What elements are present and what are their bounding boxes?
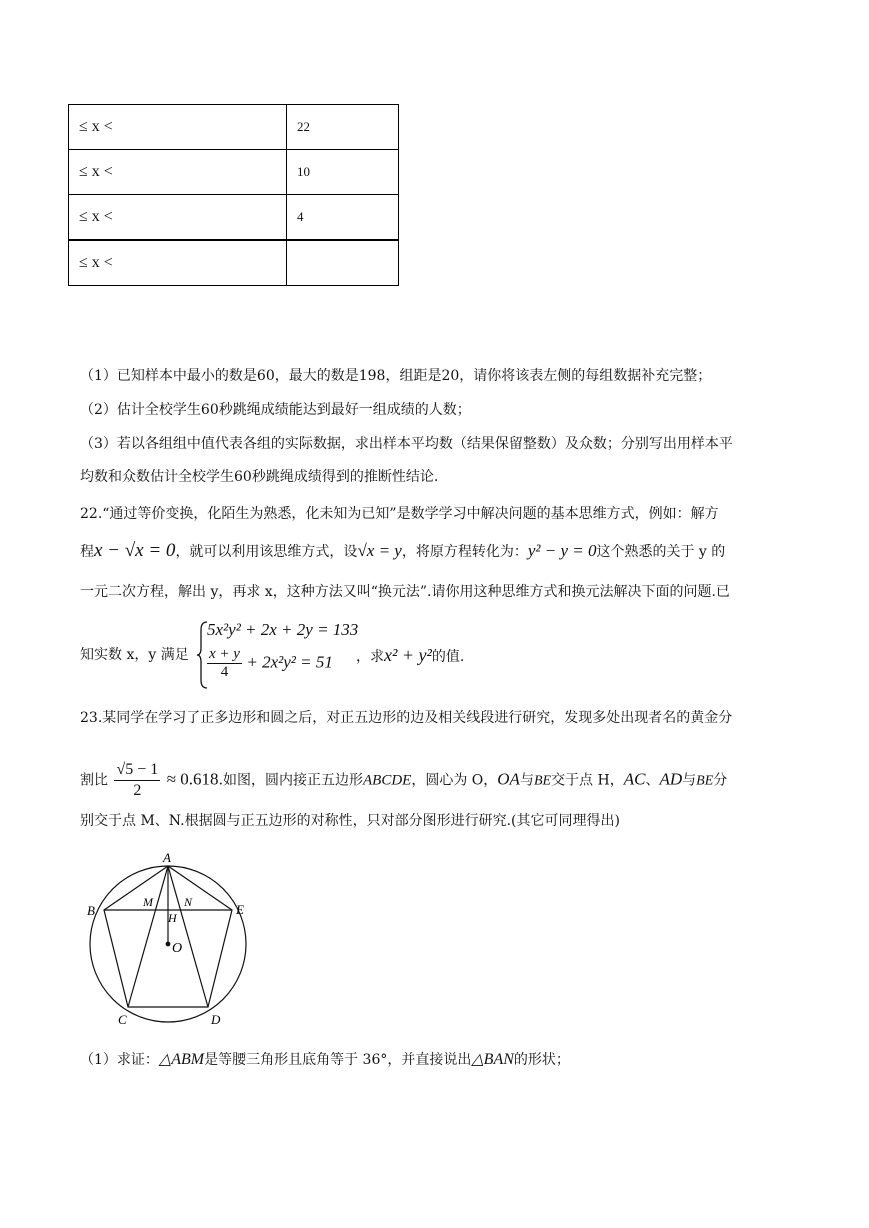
q23-text: 分 — [713, 772, 728, 789]
segment-ac: AC — [623, 769, 646, 789]
fraction-denominator: 2 — [133, 782, 142, 799]
q22-text: 程 — [80, 544, 94, 560]
label-e: E — [236, 902, 244, 917]
table-row — [69, 105, 399, 150]
segment-ad-line — [168, 866, 208, 1007]
triangle-ban: △BAN — [471, 1051, 514, 1068]
q23-part1 — [80, 1050, 570, 1070]
fraction-denominator: 4 — [220, 664, 229, 680]
q22-text: ，就可以利用该思维方式，设 — [175, 544, 358, 560]
segment-be: BE — [533, 773, 552, 789]
q22-line4-suffix — [356, 645, 464, 667]
q23-text: 的形状； — [513, 1052, 570, 1068]
q23-line3: 别交于点 M、N.根据圆与正五边形的对称性，只对部分图形进行研究.(其它可同理得出) — [80, 813, 620, 829]
substitution-sqrt-x-y: √x = y — [357, 541, 402, 560]
golden-ratio-fraction — [114, 760, 160, 801]
expression-x2-plus-y2: x² + y² — [384, 645, 432, 665]
label-d: D — [211, 1012, 221, 1027]
label-b: B — [87, 903, 95, 918]
q21-part1: （1）已知样本中最小的数是60，最大的数是198，组距是20，请你将该表左侧的每组数据补充完整； — [80, 368, 712, 384]
center-point — [166, 942, 171, 947]
q22-line1: 22.“通过等价变换，化陌生为熟悉，化未知为已知”是数学学习中解决问题的基本思维方式，例如：解方 — [80, 506, 719, 522]
table-row — [69, 150, 399, 195]
frequency-table — [68, 104, 399, 286]
pentagon-label: ABCDE — [363, 772, 412, 789]
q22-text: 的值. — [431, 649, 465, 665]
table-row — [69, 195, 399, 241]
fraction-numerator: x + y — [209, 646, 240, 662]
equation-x-minus-sqrt-x: x − √x = 0 — [94, 540, 176, 561]
q23-text: 交于点 H， — [551, 772, 624, 789]
segment-ad: AD — [659, 769, 683, 789]
q22-line2 — [80, 541, 725, 562]
count-cell: 22 — [287, 105, 399, 150]
table-row — [69, 240, 399, 286]
q22-line3: 一元二次方程，解出 y，再求 x，这种方法又叫“换元法”.请你用这种思维方式和换元法解决下面的问题.已 — [80, 584, 730, 600]
q23-text: .如图，圆内接正五边形 — [218, 772, 364, 789]
q23-line1: 23.某同学在学习了正多边形和圆之后，对正五边形的边及相关线段进行研究，发现多处出现者名的黄金分 — [80, 710, 733, 726]
q23-text: （1）求证： — [80, 1052, 159, 1068]
segment-be: BE — [696, 773, 714, 789]
system-equation-1: 5x²y² + 2x + 2y = 133 — [207, 620, 359, 639]
label-m: M — [143, 895, 153, 909]
q23-text: 与 — [519, 772, 534, 789]
q23-text: 、 — [645, 772, 660, 789]
q23-text: ，圆心为 O， — [411, 772, 498, 789]
equation-system — [197, 620, 377, 690]
pentagon-circle-figure — [80, 848, 260, 1028]
label-a: A — [163, 850, 171, 865]
triangle-abm: △ABM — [158, 1051, 205, 1068]
fraction — [207, 646, 242, 681]
q23-text: 与 — [682, 772, 697, 789]
label-o: O — [172, 941, 183, 956]
q21-part2: （2）估计全校学生60秒跳绳成绩能达到最好一组成绩的人数； — [80, 402, 471, 418]
q22-text: ，将原方程转化为： — [401, 544, 528, 560]
label-n: N — [184, 895, 193, 909]
range-cell: ≤ x < — [69, 195, 287, 241]
count-cell: 10 — [287, 150, 399, 195]
count-cell — [287, 240, 399, 286]
label-c: C — [118, 1012, 127, 1027]
segment-oa: OA — [497, 769, 520, 789]
q21-part3-line2: 均数和众数估计全校学生60秒跳绳成绩得到的推断性结论. — [80, 469, 439, 485]
q22-text: ，求 — [356, 649, 384, 665]
q23-text: 割比 — [80, 772, 108, 789]
q21-part3-line1: （3）若以各组组中值代表各组的实际数据，求出样本平均数（结果保留整数）及众数；分别写出用样本平 — [80, 436, 733, 452]
label-h: H — [168, 911, 177, 925]
equation-y2-minus-y: y² − y = 0 — [527, 541, 597, 560]
count-cell: 4 — [287, 195, 399, 241]
range-cell: ≤ x < — [69, 240, 287, 286]
range-cell: ≤ x < — [69, 105, 287, 150]
q23-text: 是等腰三角形且底角等于 36°，并直接说出 — [204, 1052, 472, 1068]
q22-line4-prefix: 知实数 x，y 满足 — [80, 647, 189, 663]
system-equation-2 — [207, 646, 333, 681]
ratio-approx: ≈ 0.618 — [166, 769, 219, 789]
fraction-numerator: √5 − 1 — [114, 760, 160, 781]
q22-text: 这个熟悉的关于 y 的 — [596, 544, 726, 560]
q23-line2 — [80, 760, 727, 801]
range-cell: ≤ x < — [69, 150, 287, 195]
segment-ac-line — [128, 866, 168, 1007]
equation-rest: + 2x²y² = 51 — [246, 652, 333, 672]
